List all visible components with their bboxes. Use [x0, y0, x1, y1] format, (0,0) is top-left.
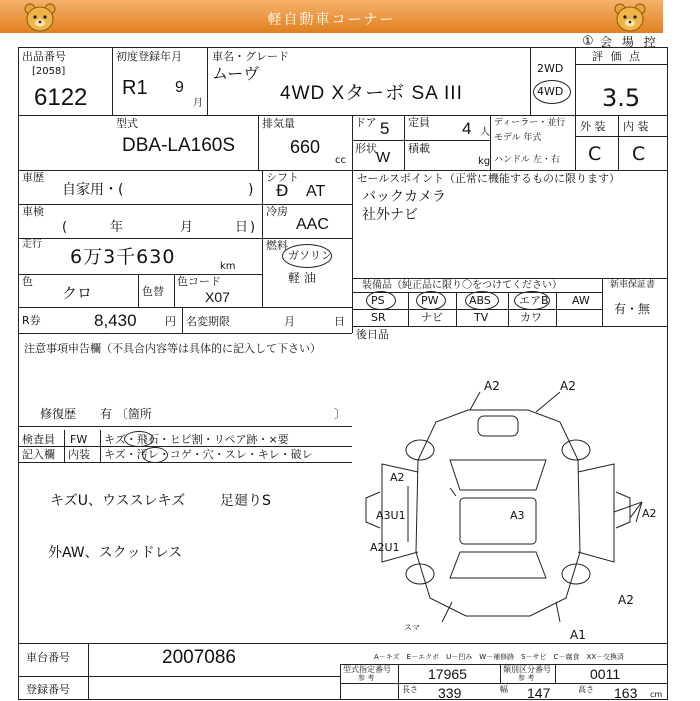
damage-mark-10: スマ	[404, 623, 420, 632]
equip-airbag: エアB	[519, 294, 549, 307]
equip-leather: カワ	[520, 311, 542, 324]
interior-mark-circle	[142, 447, 168, 463]
length-label: 長さ	[402, 685, 418, 694]
reg-label: 登録番号	[26, 683, 70, 696]
width: 147	[527, 685, 551, 701]
type-approval: 17965	[428, 666, 467, 682]
damage-mark-1: A2	[484, 379, 500, 393]
load-label: 積載	[408, 142, 430, 155]
body-style-label: 形状	[355, 142, 377, 155]
damage-mark-4: A3U1	[376, 509, 406, 522]
repair-value: 有 〔箇所	[100, 407, 152, 421]
lot-sub: [2058]	[32, 66, 66, 77]
fw-items: キズ・飛石・ヒビ割・リペア跡・×要	[104, 433, 289, 446]
damage-mark-7: A2U1	[370, 541, 400, 554]
doors-label: ドア	[355, 116, 377, 129]
car-number: 2007086	[162, 647, 236, 668]
class-number: 0011	[590, 666, 621, 682]
drive-4wd: 4WD	[537, 85, 564, 98]
yen-unit: 円	[165, 315, 176, 328]
grade: 4WD Xターボ SA III	[280, 83, 463, 104]
inspection-month: 月	[180, 220, 194, 235]
type-approval-label: 型式指定番号	[343, 665, 391, 674]
rear-items-label: 後日品	[356, 328, 389, 341]
type-approval-sub: 参 考	[358, 674, 375, 682]
ac-label: 冷房	[266, 205, 288, 218]
car-name: ムーヴ	[212, 64, 260, 83]
cc-unit: cc	[335, 155, 346, 166]
equipment-label: 装備品（純正品に限り〇をつけてください）	[362, 280, 562, 291]
model-year-label: モデル 年式	[494, 133, 542, 143]
month: 9	[175, 79, 184, 96]
shift-label: シフト	[266, 171, 299, 184]
warranty-label: 新車保証書	[610, 280, 656, 290]
equip-pw: PW	[421, 294, 439, 307]
handle-label: ハンドル 左・右	[494, 155, 560, 165]
dealer-label: ディーラー・並行	[494, 118, 566, 128]
cm-unit: cm	[650, 690, 663, 699]
equip-ps: PS	[371, 294, 385, 307]
equip-navi: ナビ	[421, 311, 443, 324]
model-label: 型式	[116, 117, 138, 130]
fuel-label: 燃料	[266, 239, 288, 252]
fuel-light: 軽 油	[288, 271, 316, 285]
km-unit: km	[220, 261, 236, 272]
sales-label: セールスポイント（正常に機能するものに限ります）	[357, 172, 621, 185]
damage-mark-5: A3	[510, 509, 525, 522]
color-label: 色	[22, 275, 33, 288]
ac: AAC	[296, 216, 329, 233]
interior-damage-label: 内装	[68, 448, 90, 461]
color-code-label: 色コード	[177, 275, 221, 288]
meter-day: 日	[334, 315, 345, 328]
lot-label: 出品番号	[22, 50, 66, 63]
class-label: 類別区分番号	[503, 665, 551, 674]
person-unit: 人	[480, 127, 490, 138]
fuel-gas: ガソリン	[288, 249, 332, 262]
interior-damage-items: キズ・汚レ・コゲ・穴・スレ・キレ・破レ	[104, 448, 313, 461]
lot-number: 6122	[34, 84, 88, 111]
interior-grade: C	[632, 143, 646, 165]
sales-point-1: バックカメラ	[362, 189, 446, 205]
handwritten-note-2: 外AW、スクッドレス	[48, 545, 183, 561]
equip-tv: TV	[474, 311, 489, 324]
usage: 自家用・(	[62, 182, 124, 198]
shift: AT	[306, 183, 326, 200]
venue-circle: ①	[582, 34, 594, 49]
equip-sr: SR	[371, 311, 386, 324]
damage-mark-3: A2	[390, 471, 405, 484]
kg-unit: kg	[478, 156, 491, 167]
drive-2wd: 2WD	[537, 62, 564, 75]
displacement-label: 排気量	[262, 117, 295, 130]
first-reg-label: 初度登録年月	[116, 50, 182, 63]
displacement: 660	[290, 137, 321, 157]
caution-label: 注意事項申告欄（不具合内容等は具体的に記入して下さい）	[24, 342, 321, 355]
color: クロ	[62, 284, 93, 302]
venue-label: 会 場 控	[600, 35, 659, 49]
capacity-label: 定員	[408, 116, 430, 129]
car-damage-diagram	[360, 372, 660, 642]
fw-mark-circle	[124, 431, 154, 447]
mileage: 6万3千630	[70, 246, 176, 268]
repair-close: 〕	[334, 407, 347, 421]
grade-value: 3.5	[602, 84, 641, 112]
inspection-day: 日	[235, 220, 249, 235]
usage-close: )	[248, 182, 254, 198]
length: 339	[438, 685, 462, 701]
handwritten-note-1: キズU、ウススレキズ	[50, 493, 186, 509]
sales-point-2: 社外ナビ	[362, 207, 418, 223]
height-label: 高さ	[578, 685, 594, 694]
banner-title: 軽自動車コーナー	[267, 12, 396, 28]
interior-label: 内 装	[623, 120, 649, 133]
handwritten-note-1b: 足廻りS	[220, 493, 271, 509]
era: R1	[122, 77, 148, 99]
damage-mark-6: A2	[642, 507, 657, 520]
damage-legend: A－キズ E－エクボ U－凹み W－補修跡 S－サビ C－腐食 XX－交換済	[374, 653, 625, 661]
car-name-label: 車名・グレード	[212, 50, 289, 63]
inspection-label: 車検	[22, 205, 44, 218]
grade-label: 評 価 点	[592, 50, 642, 63]
color-change-label: 色替	[142, 285, 164, 298]
recycle: 8,430	[94, 311, 137, 330]
equip-aw: AW	[572, 294, 590, 307]
exterior-grade: C	[588, 143, 602, 165]
color-code: X07	[205, 289, 230, 305]
inspector-label-2: 記入欄	[22, 448, 55, 461]
month-unit: 月	[193, 98, 203, 109]
width-label: 幅	[500, 685, 508, 694]
fw-label: FW	[70, 433, 88, 446]
mileage-label: 走行	[22, 239, 42, 250]
model-value: DBA-LA160S	[122, 135, 236, 156]
equip-abs: ABS	[469, 294, 491, 307]
height: 163	[614, 685, 638, 701]
car-number-label: 車台番号	[26, 651, 70, 664]
body-style: W	[376, 149, 391, 166]
meter-month: 月	[284, 315, 295, 328]
meter-label: 名変期限	[186, 315, 230, 328]
exterior-label: 外 装	[580, 120, 606, 133]
capacity: 4	[462, 119, 472, 138]
usage-label: 車歴	[22, 171, 44, 184]
inspection-year: 年	[110, 220, 124, 235]
recycle-label: R券	[22, 314, 41, 327]
doors: 5	[380, 119, 390, 138]
shift-column-mark: Ð	[276, 181, 289, 200]
repair-label: 修復歴	[40, 407, 77, 421]
damage-mark-8: A2	[618, 593, 634, 607]
damage-mark-9: A1	[570, 628, 586, 642]
class-sub: 参 考	[518, 674, 535, 682]
damage-mark-2: A2	[560, 379, 576, 393]
inspector-label-1: 検査員	[22, 433, 55, 446]
warranty: 有・無	[614, 302, 651, 316]
